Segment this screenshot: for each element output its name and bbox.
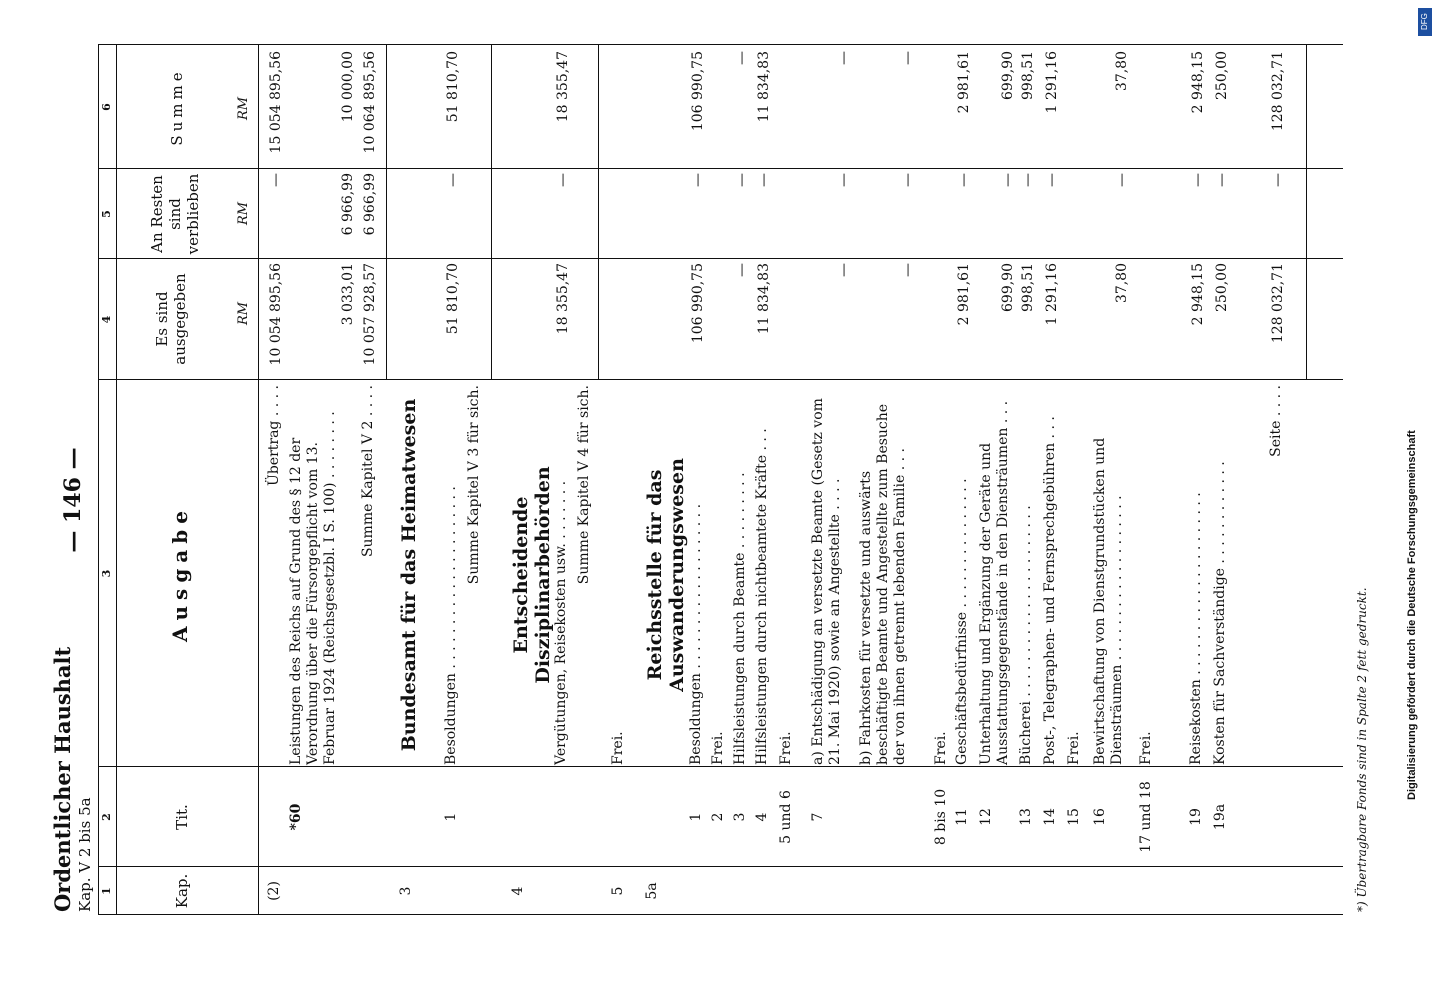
table-row xyxy=(754,51,774,915)
cell-summe: 37,80 xyxy=(1114,51,1130,92)
cell-text: Bücherei . . . . . . . . . . . . . . . . . . . . . . xyxy=(1018,505,1034,765)
cell-text: Übertrag . . . . xyxy=(266,385,282,486)
cell-text: Frei. xyxy=(1066,731,1082,765)
colnum-3: 3 xyxy=(100,569,113,578)
cell-tit: 16 xyxy=(1092,808,1108,826)
cell-text: Frei. xyxy=(1138,731,1154,765)
cell-text: Summe Kapitel V 4 für sich. xyxy=(576,385,592,585)
cell-summe: — xyxy=(836,51,852,65)
table-row xyxy=(288,51,358,915)
cell-text: Post-, Telegraphen- und Fernsprechgebühren . . . xyxy=(1042,416,1058,765)
cell-text: Leistungen des Reichs auf Grund des § 12 der Verordnung über die Fürsorgepflicht vom 13. Februar 1924 (Reichsgesetzbl. I S. 100) . . . . . . . . xyxy=(288,411,338,765)
colnum-6: 6 xyxy=(100,103,113,111)
cell-tit: 19a xyxy=(1212,803,1228,831)
table-row xyxy=(858,51,918,915)
cell-reste: — xyxy=(1270,173,1286,187)
cell-summe: 2 948,15 xyxy=(1190,51,1206,114)
table-row xyxy=(1042,51,1062,915)
cell-ausgegeben: 998,51 xyxy=(1020,263,1036,312)
cell-kap: (2) xyxy=(266,881,282,901)
cell-text: Frei. xyxy=(710,731,726,765)
cell-ausgegeben: 11 834,83 xyxy=(756,263,772,335)
cell-reste: — xyxy=(900,173,916,187)
sum-rule-kap4 xyxy=(598,45,599,380)
cell-ausgegeben: — xyxy=(900,263,916,277)
cell-reste: — xyxy=(1114,173,1130,187)
cell-text: Vergütungen, Reisekosten usw. . . . . . . . xyxy=(553,480,569,765)
cell-tit: 14 xyxy=(1042,808,1058,826)
cell-ausgegeben: 1 291,16 xyxy=(1044,263,1060,326)
cell-reste: — xyxy=(1000,173,1016,187)
table-row xyxy=(610,85,630,915)
cell-kap: 5a xyxy=(644,882,660,900)
cell-reste: — xyxy=(734,173,750,187)
cell-tit: 4 xyxy=(754,812,770,822)
cell-reste: — xyxy=(956,173,972,187)
cell-ausgegeben: 250,00 xyxy=(1214,263,1230,312)
cell-tit: 1 xyxy=(443,812,459,822)
sum-rule-kap2 xyxy=(386,45,387,380)
table-row xyxy=(810,51,854,915)
header-ausgabe: Ausgabe xyxy=(168,505,192,642)
cell-reste: 6 966,99 xyxy=(362,173,378,236)
cell-ausgegeben: 10 054 895,56 xyxy=(268,263,284,366)
cell-tit: 17 und 18 xyxy=(1138,781,1154,853)
cell-summe: 250,00 xyxy=(1214,51,1230,100)
cell-summe: 128 032,71 xyxy=(1270,51,1286,132)
section-heading: Entscheidende Disziplinarbehörden xyxy=(510,466,554,684)
table-row xyxy=(443,51,463,915)
cell-reste: 6 966,99 xyxy=(340,173,356,236)
cell-text: b) Fahrkosten für versetzte und auswärts beschäftigte Beamte und Angestellte zum Besuche der von ihnen getrennt lebenden Familie . . . xyxy=(858,403,908,765)
cell-tit: 2 xyxy=(710,812,726,822)
cell-reste: — xyxy=(756,173,772,187)
header-ausgegeben: Es sind ausgegeben xyxy=(153,273,189,365)
table-row xyxy=(466,85,486,915)
cell-text: Bewirtschaftung von Dienstgrundstücken und Diensträumen . . . . . . . . . . . . . . . . . . . xyxy=(1092,437,1125,765)
dfg-credit: Digitalisierung gefördert durch die Deutsche Forschungsgemeinschaft xyxy=(1406,430,1418,800)
colnum-2: 2 xyxy=(100,813,113,821)
cell-summe: 1 291,16 xyxy=(1044,51,1060,114)
colnum-1: 1 xyxy=(100,887,113,895)
cell-summe: 51 810,70 xyxy=(445,51,461,123)
cell-summe: 10 000,00 xyxy=(340,51,356,123)
sum-rule-page xyxy=(1306,45,1307,380)
table-border-top xyxy=(98,45,99,915)
document-subtitle: Kap. V 2 bis 5a xyxy=(76,797,94,912)
cell-summe: 106 990,75 xyxy=(690,51,706,132)
cell-reste: — xyxy=(1190,173,1206,187)
cell-tit: 7 xyxy=(810,812,826,822)
table-row xyxy=(398,85,428,915)
colnum-4: 4 xyxy=(100,315,113,324)
unit-col5: RM xyxy=(236,201,251,225)
cell-ausgegeben: 2 948,15 xyxy=(1190,263,1206,326)
cell-reste: — xyxy=(268,173,284,187)
table-row xyxy=(978,51,1018,915)
cell-ausgegeben: 10 057 928,57 xyxy=(362,263,378,366)
cell-tit: 11 xyxy=(954,808,970,826)
unit-col4: RM xyxy=(236,301,251,325)
cell-tit: 15 xyxy=(1066,808,1082,826)
cell-kap: 3 xyxy=(398,886,414,896)
table-row xyxy=(510,85,554,915)
cell-text: a) Entschädigung an versetzte Beamte (Gesetz vom 21. Mai 1920) sowie an Angestellte . . . . xyxy=(810,398,843,765)
header-summe: Summe xyxy=(168,68,186,146)
cell-summe: 699,90 xyxy=(1000,51,1016,100)
cell-summe: 11 834,83 xyxy=(756,51,772,123)
cell-ausgegeben: 2 981,61 xyxy=(956,263,972,326)
cell-reste: — xyxy=(1020,173,1036,187)
table-border-right xyxy=(98,44,1343,45)
cell-summe: — xyxy=(900,51,916,65)
cell-reste: — xyxy=(1044,173,1060,187)
header-kap: Kap. xyxy=(173,873,191,909)
table-row xyxy=(778,85,808,915)
document-title: Ordentlicher Haushalt xyxy=(50,646,75,912)
cell-text: Geschäftsbedürfnisse . . . . . . . . . . . . . . . xyxy=(954,478,970,765)
table-row xyxy=(710,85,730,915)
cell-reste: — xyxy=(690,173,706,187)
cell-reste: — xyxy=(445,173,461,187)
header-tit: Tit. xyxy=(173,804,191,830)
table-row xyxy=(644,85,688,915)
page-number: — 146 — xyxy=(60,447,86,553)
table-row xyxy=(732,51,752,915)
cell-text: Frei. xyxy=(778,731,794,765)
footnote: *) Übertragbare Fonds sind in Spalte 2 fett gedruckt. xyxy=(1355,587,1369,912)
cell-tit: 1 xyxy=(688,812,704,822)
cell-tit: *60 xyxy=(288,803,304,831)
cell-text: Seite . . . . xyxy=(1268,385,1284,457)
cell-summe: 15 054 895,56 xyxy=(268,51,284,154)
cell-tit: 3 xyxy=(732,812,748,822)
cell-summe: 2 981,61 xyxy=(956,51,972,114)
colnum-rule xyxy=(116,45,117,915)
cell-summe: — xyxy=(734,51,750,65)
cell-tit: 13 xyxy=(1018,808,1034,826)
cell-ausgegeben: 3 033,01 xyxy=(340,263,356,326)
cell-text: Summe Kapitel V 3 für sich. xyxy=(466,385,482,585)
cell-text: Unterhaltung und Ergänzung der Geräte und Ausstattungsgegenstände in den Diensträumen . . . xyxy=(978,400,1011,765)
cell-text: Besoldungen . . . . . . . . . . . . . . . . . . . . . xyxy=(443,486,459,765)
cell-tit: 8 bis 10 xyxy=(933,788,949,846)
table-row xyxy=(1212,51,1232,915)
cell-summe: 18 355,47 xyxy=(555,51,571,123)
table-row xyxy=(360,51,380,915)
cell-tit: 5 und 6 xyxy=(778,790,794,844)
header-rule xyxy=(258,45,259,915)
cell-reste: — xyxy=(836,173,852,187)
cell-summe: 998,51 xyxy=(1020,51,1036,100)
cell-ausgegeben: 106 990,75 xyxy=(690,263,706,344)
cell-text: Hilfsleistungen durch Beamte . . . . . . . . . xyxy=(732,472,748,765)
table-row xyxy=(688,51,708,915)
table-row xyxy=(1138,85,1168,915)
table-row xyxy=(576,85,596,915)
cell-tit: 12 xyxy=(978,808,994,826)
cell-text: Reisekosten . . . . . . . . . . . . . . . . . . . . . xyxy=(1188,492,1204,765)
cell-ausgegeben: 37,80 xyxy=(1114,263,1130,304)
table-row xyxy=(266,51,286,915)
table-row xyxy=(933,85,953,915)
table-row xyxy=(1092,51,1132,915)
table-row xyxy=(1188,51,1208,915)
dfg-logo-icon: DFG xyxy=(1418,8,1432,36)
cell-ausgegeben: 699,90 xyxy=(1000,263,1016,312)
budget-table xyxy=(98,51,1343,915)
unit-col6: RM xyxy=(236,96,251,120)
cell-kap: 5 xyxy=(610,886,626,896)
table-row xyxy=(1268,51,1288,915)
table-row xyxy=(553,51,573,915)
cell-reste: — xyxy=(1214,173,1230,187)
cell-ausgegeben: — xyxy=(734,263,750,277)
cell-text: Frei. xyxy=(933,731,949,765)
cell-ausgegeben: 18 355,47 xyxy=(555,263,571,335)
cell-ausgegeben: 51 810,70 xyxy=(445,263,461,335)
cell-text: Besoldungen . . . . . . . . . . . . . . . . . . . xyxy=(688,503,704,765)
cell-tit: 19 xyxy=(1188,808,1204,826)
cell-summe: 10 064 895,56 xyxy=(362,51,378,154)
cell-text: Kosten für Sachverständige . . . . . . . . . . . . xyxy=(1212,461,1228,765)
table-row xyxy=(1066,85,1086,915)
sum-rule-kap3 xyxy=(491,45,492,380)
cell-ausgegeben: 128 032,71 xyxy=(1270,263,1286,344)
cell-ausgegeben: — xyxy=(836,263,852,277)
section-heading: Reichsstelle für das Auswanderungswesen xyxy=(644,458,688,692)
cell-kap: 4 xyxy=(510,886,526,896)
cell-reste: — xyxy=(555,173,571,187)
cell-text: Hilfsleistungen durch nichtbeamtete Kräfte . . . xyxy=(754,428,770,765)
table-row xyxy=(1018,51,1038,915)
cell-text: Summe Kapitel V 2 . . . . xyxy=(360,385,376,558)
header-reste: An Resten sind verblieben xyxy=(148,173,202,255)
colnum-5: 5 xyxy=(100,210,113,218)
table-row xyxy=(954,51,974,915)
cell-text: Frei. xyxy=(610,731,626,765)
section-heading: Bundesamt für das Heimatwesen xyxy=(398,398,420,752)
